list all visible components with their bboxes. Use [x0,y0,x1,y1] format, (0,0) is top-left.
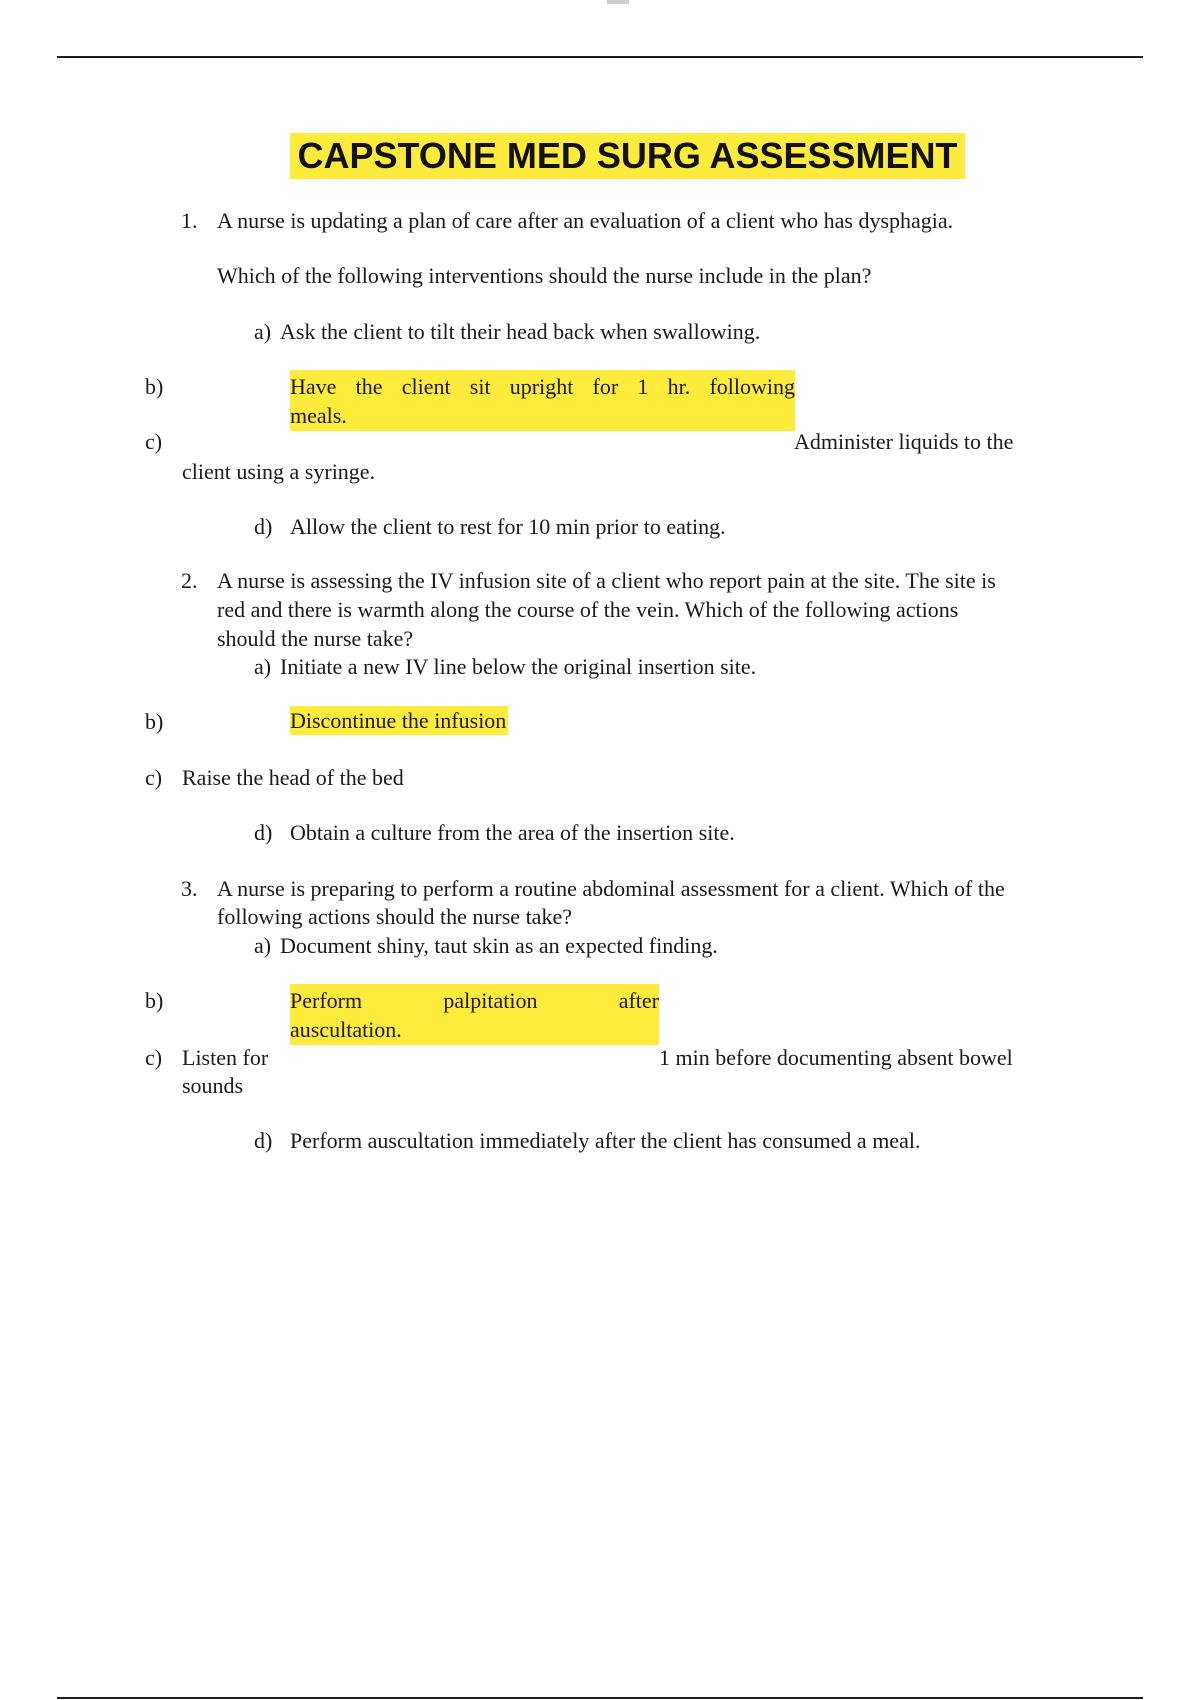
option-text-line2: sounds [182,1073,244,1098]
page-top-marker [607,0,629,4]
option-text-part2: 1 min before documenting absent bowel [659,1045,1013,1070]
option-text-line2: meals. [290,403,347,428]
option-text: Allow the client to rest for 10 min prior to eating. [290,514,726,539]
question-number: 3. [181,876,198,901]
option-text-line1: Have the client sit upright for 1 hr. following [290,374,795,399]
option-text-line2: client using a syringe. [182,459,376,484]
option-text: Obtain a culture from the area of the insertion site. [290,820,735,845]
option-text-line1: Perform palpitation after [290,988,659,1013]
option-text-line1: Administer liquids to the [794,429,1014,454]
answer-highlight: Discontinue the infusion [290,708,507,733]
option-label: b) [145,374,164,399]
question-stem-line3: should the nurse take? [217,626,414,651]
option-text: Ask the client to tilt their head back when swallowing. [280,319,761,344]
option-label: a) [254,654,272,679]
option-text: Initiate a new IV line below the original insertion site. [280,654,757,679]
question-stem: A nurse is updating a plan of care after an evaluation of a client who has dysphagia. [217,208,954,233]
option-text-part1: Listen for [182,1045,269,1070]
option-label: c) [145,765,163,790]
header-rule [57,56,1143,58]
option-label: d) [254,1128,273,1153]
question-stem-line2: following actions should the nurse take? [217,904,572,929]
option-label: b) [145,709,164,734]
option-text: Document shiny, taut skin as an expected finding. [280,933,718,958]
option-label: d) [254,514,273,539]
option-label: d) [254,820,273,845]
option-text-line2: auscultation. [290,1017,402,1042]
question-stem-line1: A nurse is preparing to perform a routine abdominal assessment for a client. Which of the [217,876,1005,901]
option-label: a) [254,319,272,344]
option-label: b) [145,988,164,1013]
option-label: c) [145,1045,163,1070]
option-text: Perform auscultation immediately after the client has consumed a meal. [290,1128,921,1153]
question-stem-line1: A nurse is assessing the IV infusion site of a client who report pain at the site. The site is [217,568,996,593]
option-label: a) [254,933,272,958]
question-stem-line2: red and there is warmth along the course of the vein. Which of the following actions [217,597,959,622]
question-number: 2. [181,568,198,593]
footer-rule [57,1697,1143,1699]
question-number: 1. [181,208,198,233]
option-text: Raise the head of the bed [182,765,404,790]
option-label: c) [145,429,163,454]
document-title: CAPSTONE MED SURG ASSESSMENT [290,133,965,179]
question-stem-continued: Which of the following interventions should the nurse include in the plan? [217,263,872,288]
